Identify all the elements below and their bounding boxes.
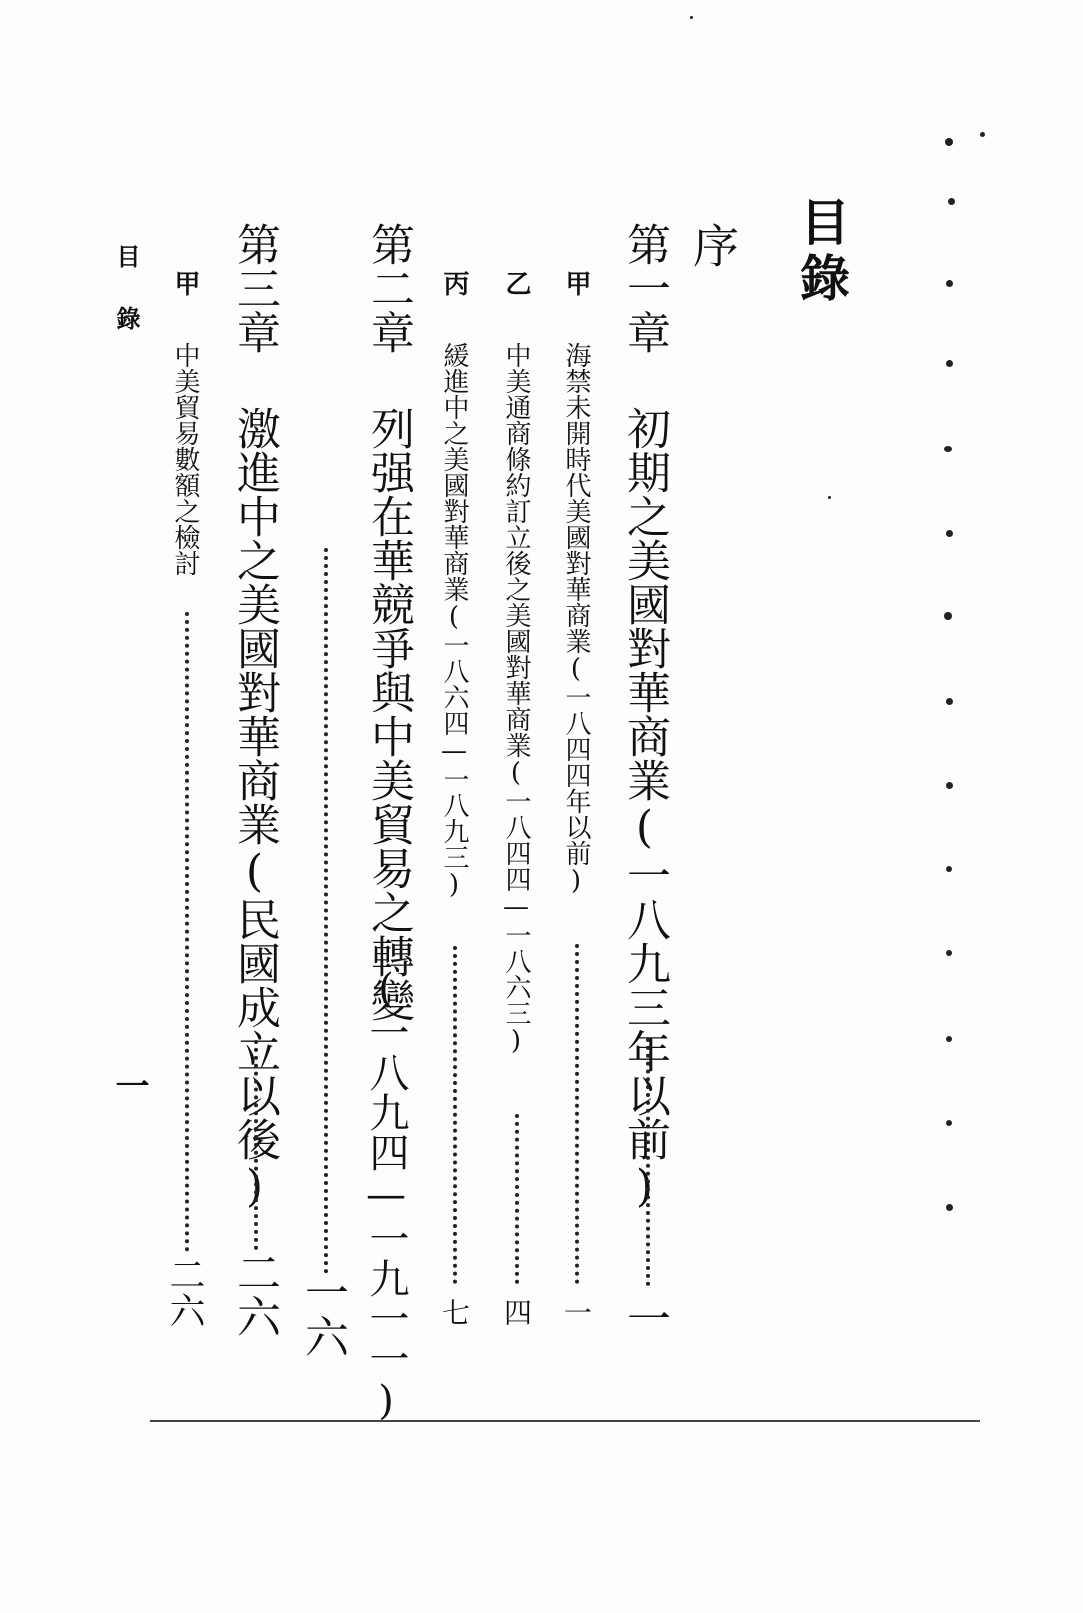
section-1b-entry[interactable] [503, 270, 529, 1056]
scan-speck [944, 446, 952, 452]
chapter-3-label: 第三章 [229, 222, 280, 354]
scan-speck [980, 132, 985, 137]
chapter-2-label: 第二章 [363, 222, 414, 354]
section-1a-leader [575, 944, 579, 1284]
scan-speck [946, 782, 953, 789]
scan-speck [946, 280, 953, 287]
section-1c-page: 七 [438, 1298, 471, 1326]
scan-speck [946, 360, 953, 367]
chapter-3-leader [254, 1040, 258, 1250]
section-1b-leader [515, 1114, 519, 1284]
section-1a-label: 甲 [561, 270, 591, 296]
section-3a-entry[interactable] [172, 270, 198, 576]
chapter-2-title: 列强在華競爭與中美貿易之轉變 [363, 406, 414, 1022]
scan-speck [946, 698, 953, 705]
running-header: 目錄 [112, 244, 141, 368]
chapter-1-entry[interactable] [619, 222, 670, 1212]
scan-speck [946, 1120, 952, 1126]
section-1c-leader [453, 946, 457, 1284]
section-1b-page: 四 [500, 1298, 533, 1326]
page-title: 目錄 [792, 196, 851, 308]
page-number: 一 [109, 1068, 149, 1102]
section-3a-label: 甲 [170, 270, 200, 296]
scan-speck [946, 1204, 953, 1211]
section-3a-page: 二六 [164, 1256, 205, 1328]
chapter-2-leader [324, 548, 328, 1274]
scan-speck [945, 138, 953, 146]
section-1c-title: 緩進中之美國對華商業(一八六四—一八九三) [439, 342, 469, 900]
section-1a-title: 海禁未開時代美國對華商業(一八四四年以前) [561, 342, 591, 896]
preface-entry[interactable]: 序 [686, 222, 740, 268]
section-1a-page: 一 [560, 1298, 593, 1326]
chapter-3-page: 二六 [229, 1250, 280, 1338]
chapter-1-page: 一 [619, 1296, 670, 1340]
chapter-1-title: 初期之美國對華商業(一八九三年以前) [619, 406, 670, 1212]
scan-speck [948, 198, 955, 205]
section-3a-leader [185, 612, 189, 1252]
bottom-rule [150, 1420, 980, 1422]
chapter-2-page: 一六 [297, 1270, 348, 1358]
chapter-3-title: 激進中之美國對華商業(民國成立以後) [229, 406, 280, 1212]
chapter-1-label: 第一章 [619, 222, 670, 354]
section-3a-title: 中美貿易數額之檢討 [170, 342, 200, 576]
section-1b-label: 乙 [501, 270, 531, 296]
chapter-2-title-continued: (一八九四—一九一一) [363, 966, 409, 1424]
chapter-1-leader [646, 1038, 650, 1286]
section-1b-title: 中美通商條約訂立後之美國對華商業(一八四四—一八六三) [501, 342, 531, 1056]
scan-speck [944, 612, 952, 620]
scan-speck [946, 866, 952, 872]
section-1a-entry[interactable] [563, 270, 589, 896]
scan-speck [946, 950, 952, 956]
scan-speck [946, 530, 953, 537]
section-1c-label: 丙 [439, 270, 469, 296]
scan-speck [946, 1036, 952, 1042]
chapter-2-entry[interactable] [363, 222, 414, 1022]
scan-speck [828, 496, 831, 499]
scan-speck [690, 16, 693, 19]
section-1c-entry[interactable] [441, 270, 467, 900]
